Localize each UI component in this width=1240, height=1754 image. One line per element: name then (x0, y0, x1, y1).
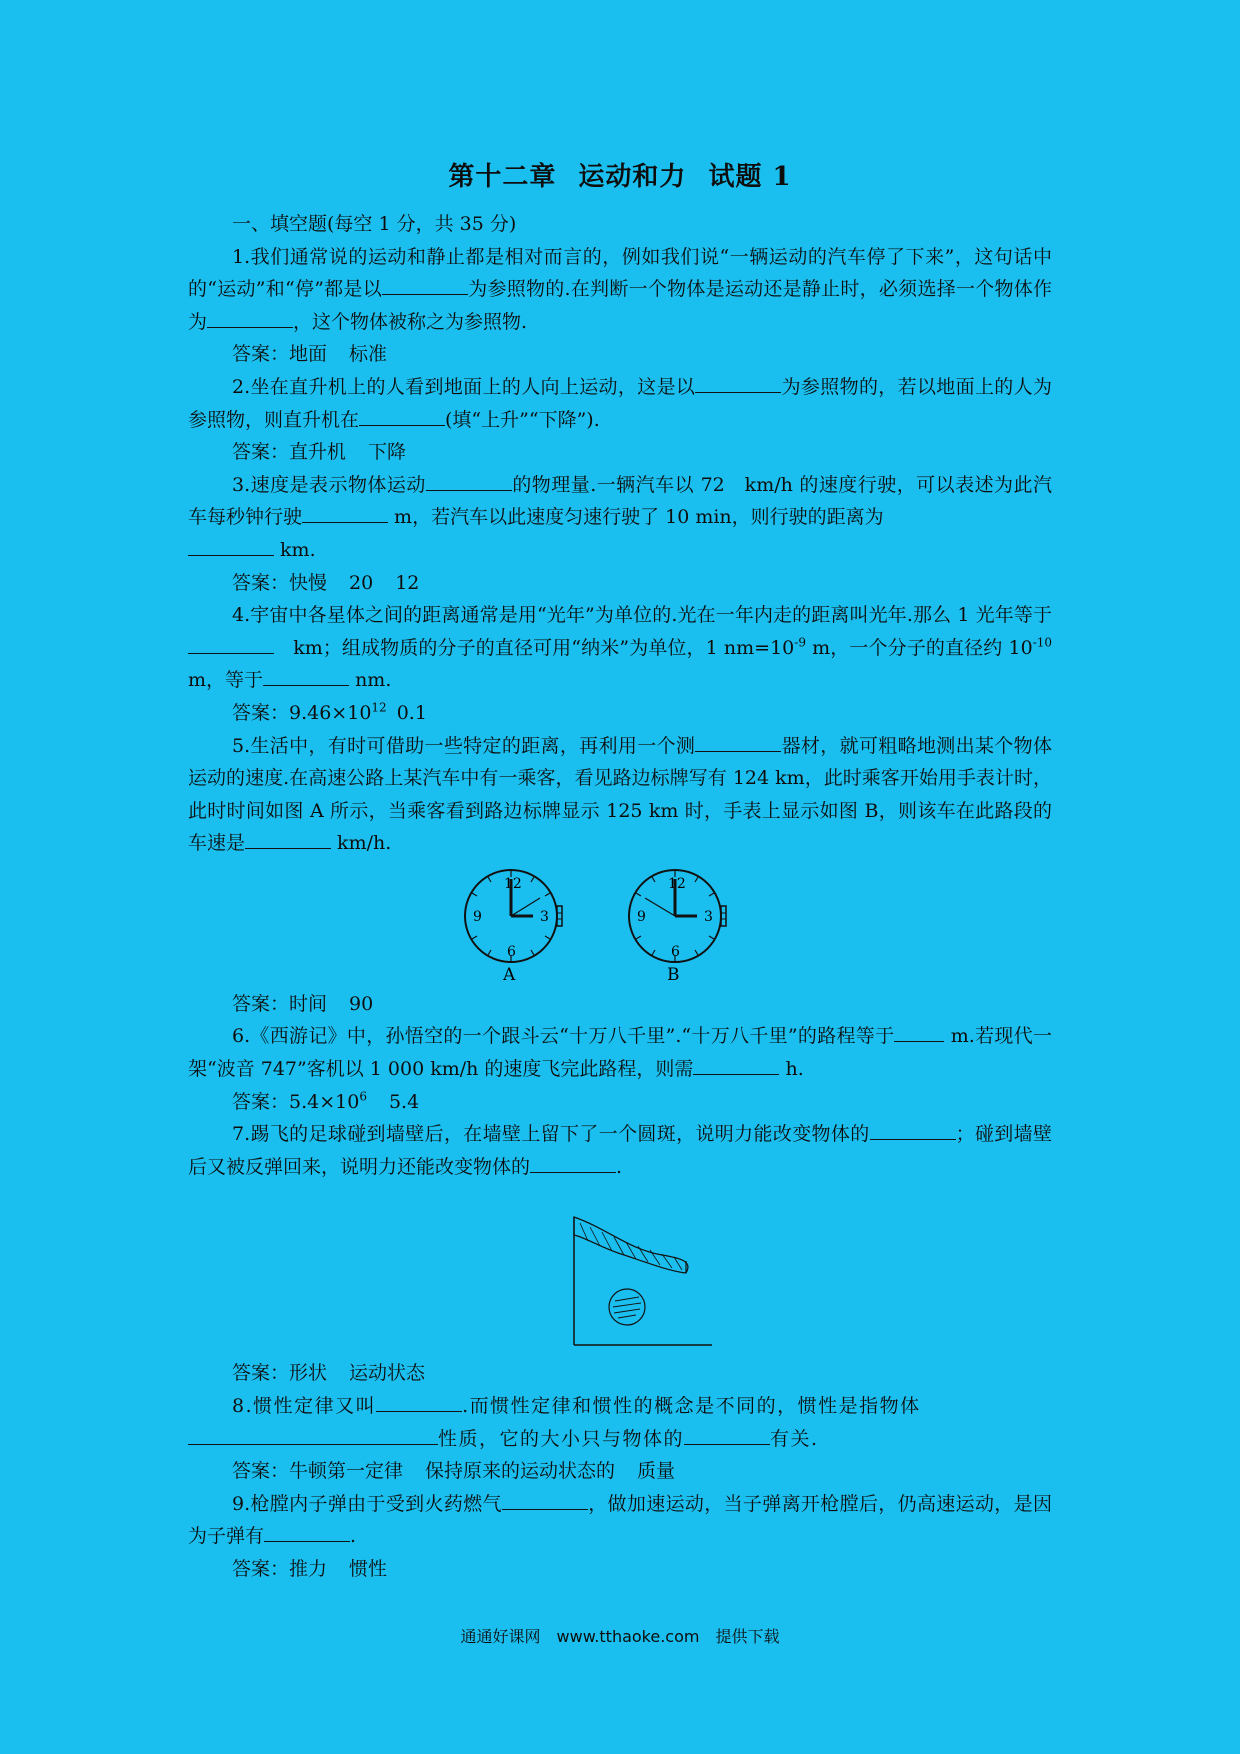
answer-4: 答案：$9.46\times 10^{12}$ 0.1 (232, 700, 427, 724)
section-heading: 一、填空题(每空 1 分，共 35 分) (232, 213, 517, 235)
question-2: 2.坐在直升机上的人看到地面上的人向上运动，这是以 为参照物的，若以地面上的人为参照物，则直升机在 (填“上升”“下降”). (188, 375, 1052, 431)
svg-text:6: 6 (671, 943, 680, 960)
answer-9: 答案：推力 惯性 (232, 1558, 388, 1580)
blank[interactable] (502, 1491, 588, 1510)
svg-text:9: 9 (637, 908, 646, 925)
answer-1: 答案：地面 标准 (232, 343, 388, 366)
question-4: 4.宇宙中各星体之间的距离通常是用“光年”为单位的.光在一年内走的距离叫光年.那么 1 光年等于 km；组成物质的分子的直径可用“纳米”为单位，1 $nm=10^{-9}$ m，一个分子的直径约 $10^{-10}$ m，等于 nm. (188, 604, 1053, 692)
blank[interactable] (382, 276, 468, 295)
answer-8: 答案：牛顿第一定律 保持原来的运动状态的 质量 (232, 1460, 676, 1483)
svg-text:3: 3 (540, 908, 549, 925)
svg-text:9: 9 (473, 908, 482, 925)
question-3: 3.速度是表示物体运动 的物理量.一辆汽车以 72 km/h 的速度行驶，可以表述为此汽车每秒钟行驶 m，若汽车以此速度匀速行驶了 10 min，则行驶的距离为 km. (188, 473, 1052, 561)
blank[interactable] (693, 1056, 779, 1075)
svg-text:12: 12 (504, 875, 522, 892)
clock-b-icon (629, 870, 726, 984)
blank[interactable] (302, 504, 388, 523)
page-title (188, 160, 1052, 194)
question-9: 9.枪膛内子弹由于受到火药燃气 ，做加速运动，当子弹离开枪膛后，仍高速运动，是因为子弹有 . (188, 1492, 1052, 1548)
ball-spot-icon (609, 1289, 645, 1325)
blank[interactable] (376, 1393, 462, 1412)
footer: 通通好课网 www.tthaoke.com 提供下载 (460, 1627, 780, 1646)
blank[interactable] (188, 537, 274, 556)
blank[interactable] (695, 374, 781, 393)
answer-6: 答案：$5.4\times 10^6$ 5.4 (232, 1089, 420, 1113)
wall-ball-figure (188, 1201, 1052, 1351)
page (188, 160, 1052, 1586)
title-topic: 运动和力 (578, 162, 687, 192)
blank[interactable] (359, 407, 445, 426)
blank[interactable] (188, 1426, 438, 1445)
blank[interactable] (530, 1154, 616, 1173)
answer-7: 答案：形状 运动状态 (232, 1362, 426, 1385)
clock-a-icon (465, 870, 562, 984)
blank[interactable] (870, 1121, 956, 1140)
svg-text:12: 12 (668, 875, 686, 892)
blank[interactable] (245, 830, 331, 849)
svg-text:3: 3 (704, 908, 713, 925)
question-6: 6.《西游记》中，孙悟空的一个跟斗云“十万八千里”.“十万八千里”的路程等于 m.若现代一架“波音 747”客机以 1 000 km/h 的速度飞完此路程，则需 h. (188, 1025, 1052, 1081)
blank[interactable] (207, 309, 293, 328)
svg-text:6: 6 (507, 943, 516, 960)
blank[interactable] (684, 1426, 770, 1445)
blank[interactable] (188, 635, 274, 654)
blank[interactable] (263, 667, 349, 686)
blank[interactable] (426, 472, 512, 491)
answer-3: 答案：快慢 20 12 (232, 571, 420, 594)
ball-trajectory-icon (574, 1217, 688, 1273)
question-1: 1.我们通常说的运动和静止都是相对而言的，例如我们说“一辆运动的汽车停了下来”，这句话中的“运动”和“停”都是以 为参照物的.在判断一个物体是运动还是静止时，必须选择一个物体作为 ，这个物体被称之为参照物. (188, 245, 1052, 333)
svg-text:B: B (667, 964, 680, 984)
clocks-figure (188, 864, 1052, 984)
question-7: 7.踢飞的足球碰到墙壁后，在墙壁上留下了一个圆斑，说明力能改变物体的 ；碰到墙壁后又被反弹回来，说明力还能改变物体的 . (188, 1123, 1052, 1178)
title-chapter: 第十二章 (448, 162, 557, 192)
answer-2: 答案：直升机 下降 (232, 441, 407, 464)
title-label: 试题 1 (708, 162, 792, 192)
blank[interactable] (695, 733, 781, 752)
question-8: 8.惯性定律又叫 .而惯性定律和惯性的概念是不同的，惯性是指物体 性质，它的大小只与物体的 有关. (188, 1390, 1052, 1455)
blank[interactable] (894, 1023, 944, 1042)
blank[interactable] (264, 1523, 350, 1542)
answer-5: 答案：时间 90 (232, 992, 374, 1015)
question-5: 5.生活中，有时可借助一些特定的距离，再利用一个测 器材，就可粗略地测出某个物体运动的速度.在高速公路上某汽车中有一乘客，看见路边标牌写有 124 km，此时乘客开始用手表计时，此时时间如图 A 所示，当乘客看到路边标牌显示 125 km 时，手表上显示如图 B，则该车在此路段的车速是 km/h. (188, 734, 1052, 855)
svg-text:A: A (503, 964, 516, 984)
